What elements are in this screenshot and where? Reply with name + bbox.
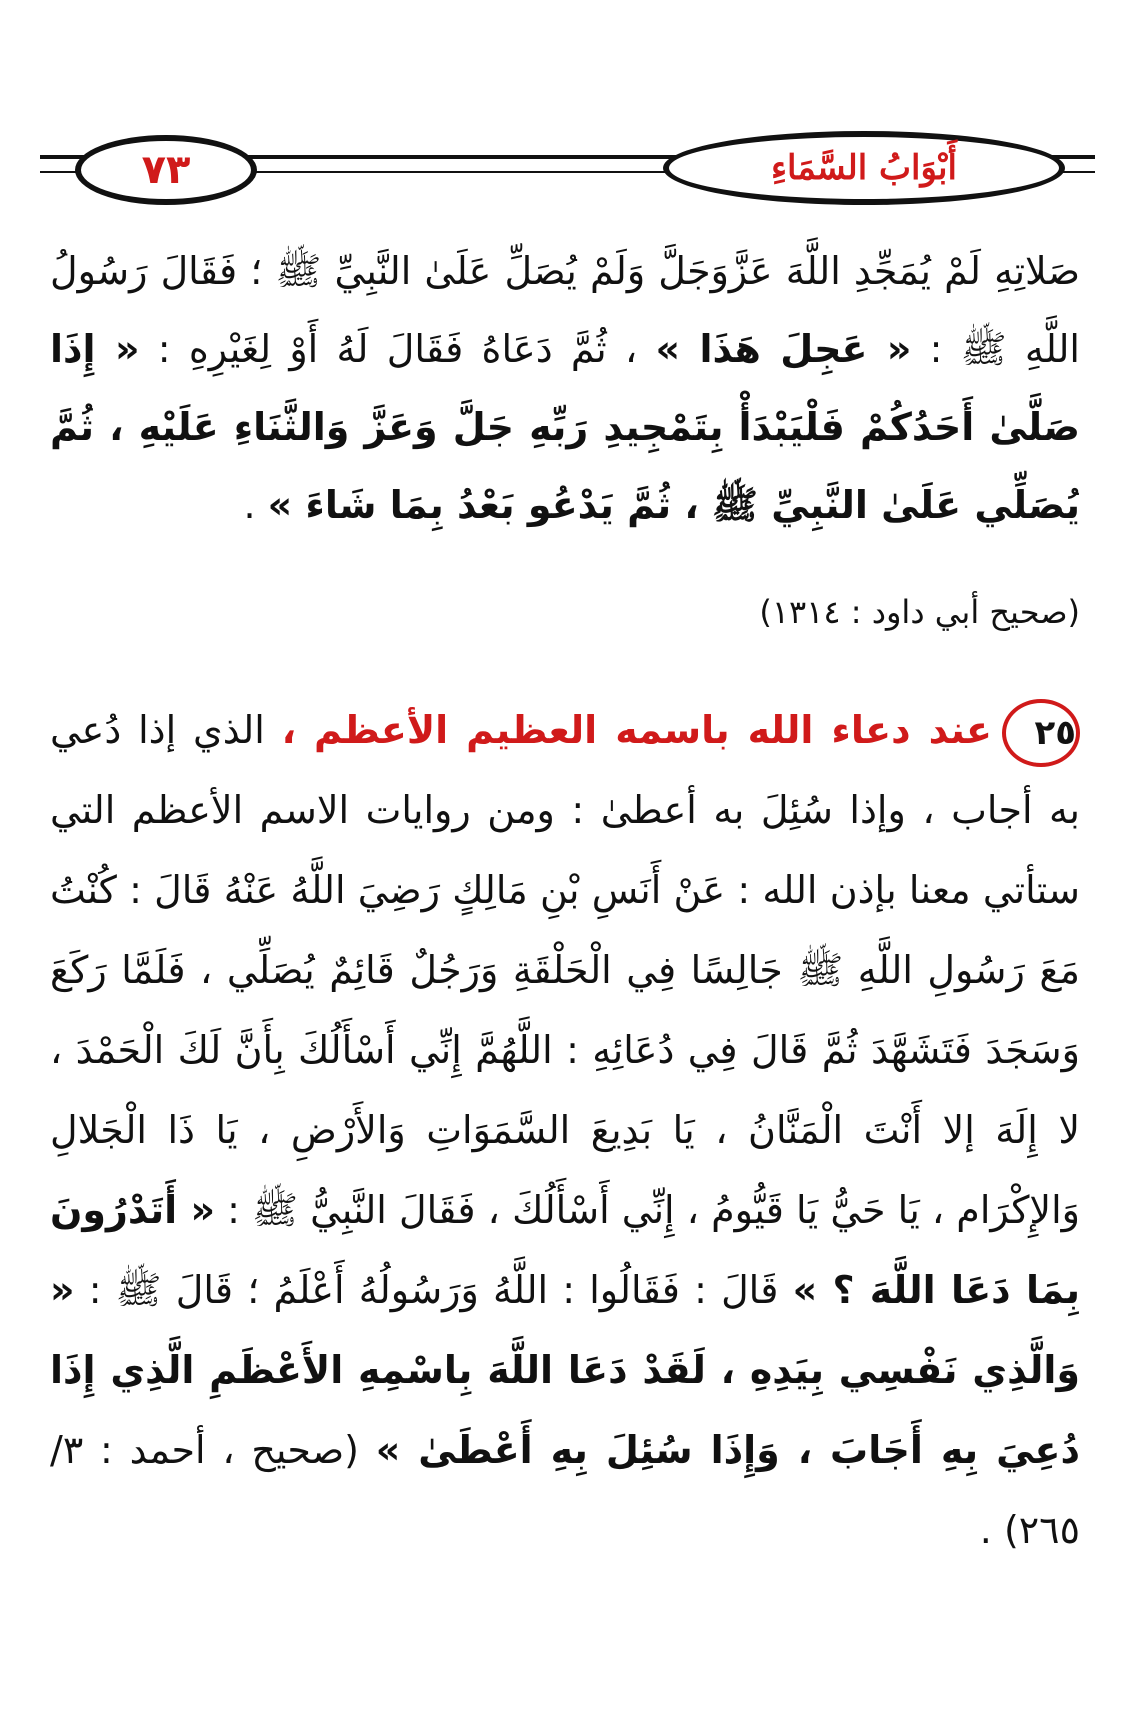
paragraph-1 [50,232,1080,544]
paragraph-2 [50,690,1080,1570]
para2-quote-1: « أَتَدْرُونَ بِمَا دَعَا اللَّهَ ؟ » [50,1188,1081,1312]
para1-quote-2: « إِذَا صَلَّىٰ أَحَدُكُمْ فَلْيَبْدَأْ بِتَمْجِيدِ رَبِّهِ جَلَّ وَعَزَّ وَالثَّنَاءِ عَلَيْهِ ، ثُمَّ يُصَلِّي عَلَىٰ النَّبِيِّ ﷺ ، ثُمَّ يَدْعُو بَعْدُ بِمَا شَاءَ » [50,327,1080,527]
para1-text-b: ، ثُمَّ دَعَاهُ فَقَالَ لَهُ أَوْ لِغَيْرِهِ : [139,327,656,371]
para2-text-b: قَالَ : فَقَالُوا : اللَّهُ وَرَسُولُهُ أَعْلَمُ ؛ قَالَ ﷺ : [74,1268,793,1312]
para2-text-end: (صحيح ، أحمد : ٣/ ٢٦٥) . [50,1428,1080,1552]
book-title: أَبْوَابُ السَّمَاءِ [663,131,1065,205]
page-number: ٧٣ [75,135,257,205]
para1-quote-1: « عَجِلَ هَذَا » [655,327,912,371]
para1-text-end: . [243,483,268,527]
para1-text-a: صَلاتِهِ لَمْ يُمَجِّدِ اللَّهَ عَزَّوَجَلَّ وَلَمْ يُصَلِّ عَلَىٰ النَّبِيِّ ﷺ ؛ فَقَالَ رَسُولُ اللَّهِ ﷺ : [50,249,1080,371]
para2-quote-2: « وَالَّذِي نَفْسِي بِيَدِهِ ، لَقَدْ دَعَا اللَّهَ بِاسْمِهِ الأَعْظَمِ الَّذِي إِذَا دُعِيَ بِهِ أَجَابَ ، وَإِذَا سُئِلَ بِهِ أَعْطَىٰ » [50,1268,1081,1472]
section-heading: عند دعاء الله باسمه العظيم الأعظم ، [281,708,992,752]
section-number-badge: ٢٥ [1002,699,1080,767]
page-header [40,125,1095,205]
para2-text-a: الذي إذا دُعي به أجاب ، وإذا سُئِلَ به أعطىٰ : ومن روايات الاسم الأعظم التي ستأتي معنا بإذن الله : عَنْ أَنَسِ بْنِ مَالِكٍ رَضِيَ اللَّهُ عَنْهُ قَالَ : كُنْتُ مَعَ رَسُولِ اللَّهِ ﷺ جَالِسًا فِي الْحَلْقَةِ وَرَجُلٌ قَائِمٌ يُصَلِّي ، فَلَمَّا رَكَعَ وَسَجَدَ فَتَشَهَّدَ ثُمَّ قَالَ فِي دُعَائِهِ : اللَّهُمَّ إِنِّي أَسْأَلُكَ بِأَنَّ لَكَ الْحَمْدَ ، لا إِلَهَ إلا أَنْتَ الْمَنَّانُ ، يَا بَدِيعَ السَّمَوَاتِ وَالأَرْضِ ، يَا ذَا الْجَلالِ وَالإِكْرَام ، يَا حَيُّ يَا قَيُّومُ ، إِنِّي أَسْأَلُكَ ، فَقَالَ النَّبِيُّ ﷺ : [50,708,1081,1232]
reference-1: (صحيح أبي داود : ١٣١٤) [759,593,1080,631]
